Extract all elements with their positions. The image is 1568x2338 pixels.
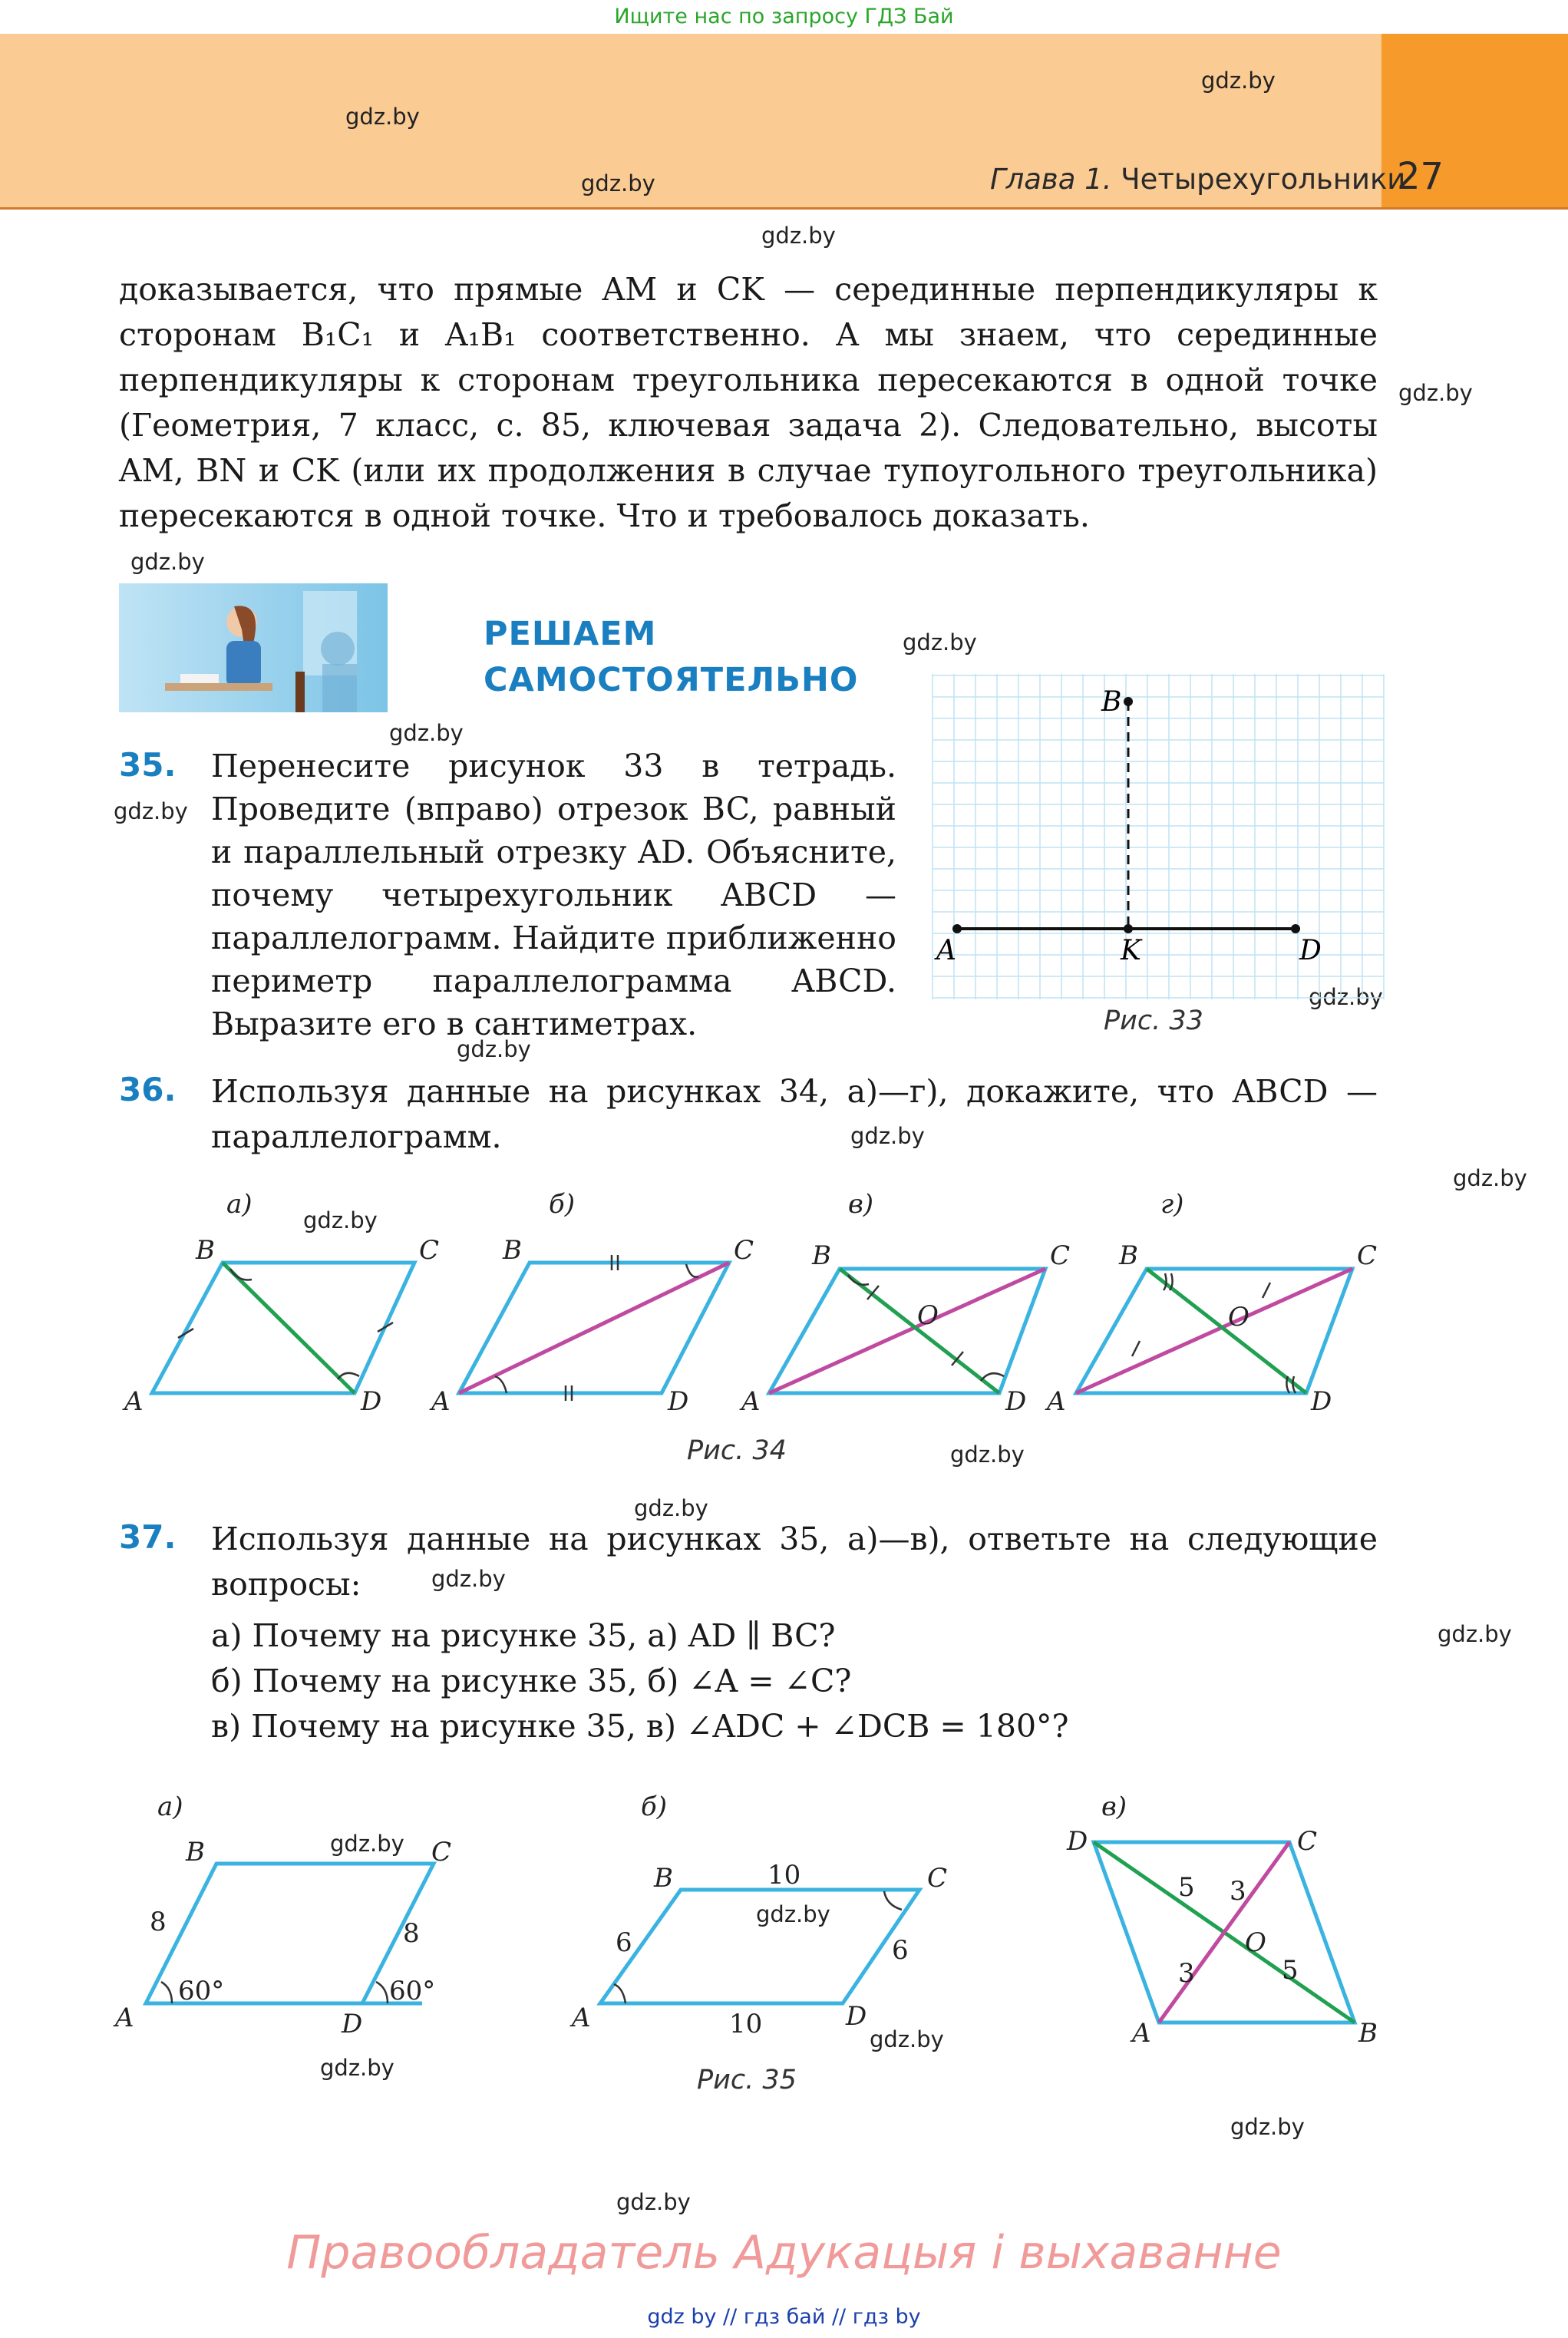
watermark: gdz.by	[1201, 68, 1276, 94]
watermark: gdz.by	[616, 2189, 691, 2215]
watermark: gdz.by	[303, 1207, 378, 1233]
figure-caption: Рис. 34	[687, 1435, 787, 1466]
svg-text:10: 10	[767, 1860, 801, 1891]
watermark: gdz.by	[581, 170, 655, 196]
figure-35	[107, 1781, 1397, 2057]
watermark: gdz.by	[756, 1901, 830, 1927]
svg-text:60°: 60°	[389, 1976, 436, 2006]
student-illustration	[119, 583, 388, 712]
problem-text: Используя данные на рисунках 34, а)—г), докажите, что ABCD — параллелограмм.	[211, 1073, 1378, 1155]
part-label: в)	[1101, 1791, 1127, 1822]
watermark: gdz.by	[389, 720, 464, 746]
svg-text:B: B	[503, 1235, 522, 1266]
svg-text:60°: 60°	[178, 1976, 225, 2006]
label-A: A	[936, 935, 956, 966]
watermark: gdz.by	[431, 1566, 506, 1592]
svg-text:D: D	[846, 2001, 867, 2032]
svg-text:B: B	[812, 1240, 831, 1271]
label-B: B	[1101, 686, 1122, 718]
svg-text:B: B	[1358, 2018, 1378, 2049]
svg-text:A: A	[741, 1386, 761, 1417]
svg-text:C: C	[1297, 1826, 1318, 1857]
svg-text:C: C	[431, 1837, 452, 1867]
part-label: г)	[1160, 1189, 1184, 1220]
svg-text:B: B	[1119, 1240, 1138, 1271]
svg-text:C: C	[734, 1235, 754, 1266]
svg-text:8: 8	[403, 1918, 420, 1949]
svg-text:D: D	[1005, 1386, 1027, 1417]
center-label: O	[1228, 1302, 1249, 1332]
svg-text:A: A	[124, 1386, 144, 1417]
chapter-heading: Глава 1. Четырехугольники	[990, 163, 1406, 196]
svg-text:A: A	[115, 2003, 134, 2033]
watermark: gdz.by	[850, 1123, 925, 1149]
figure-caption: Рис. 33	[1104, 1006, 1203, 1036]
watermark: gdz.by	[345, 104, 420, 130]
page-number: 27	[1397, 155, 1444, 198]
intro-paragraph: доказывается, что прямые AM и CK — серединные перпендикуляры к сторонам B₁C₁ и A₁B₁ соответственно. А мы знаем, что серединные перпендикуляры к сторонам треугольника пересекаются в одной точке (Геометрия, 7 класс, с. 85, ключевая задача 2). Следовательно, высоты AM, BN и CK (или их продолжения в случае тупоугольного треугольника) пересекаются в одной точке. Что и требовалось доказать.	[119, 271, 1378, 534]
svg-text:C: C	[1357, 1240, 1378, 1271]
watermark: gdz.by	[1309, 984, 1383, 1010]
rights-holder-mark: Правообладатель Адукацыя і выхаванне	[286, 2226, 1282, 2280]
question-c: в) Почему на рисунке 35, в) ∠ADC + ∠DCB = 180°?	[211, 1708, 1069, 1745]
watermark: gdz.by	[330, 1831, 404, 1857]
part-label: в)	[848, 1189, 874, 1220]
svg-text:A: A	[431, 1386, 451, 1417]
svg-text:5: 5	[1178, 1872, 1195, 1903]
watermark: gdz.by	[1438, 1621, 1512, 1647]
svg-text:A: A	[1047, 1386, 1066, 1417]
header-rule	[0, 207, 1568, 210]
footer-links[interactable]: gdz by // гдз бай // гдз by	[647, 2305, 921, 2329]
watermark: gdz.by	[1230, 2114, 1305, 2140]
svg-text:A: A	[1132, 2018, 1151, 2049]
figure-33	[929, 674, 1389, 1004]
svg-text:B: B	[196, 1235, 215, 1266]
label-K: K	[1121, 935, 1141, 966]
part-label: б)	[641, 1791, 668, 1822]
svg-text:3: 3	[1230, 1876, 1246, 1907]
question-a: а) Почему на рисунке 35, а) AD ∥ BC?	[211, 1617, 836, 1654]
watermark: gdz.by	[903, 629, 977, 655]
svg-text:6: 6	[892, 1935, 909, 1966]
svg-text:D: D	[342, 2009, 363, 2039]
watermark: gdz.by	[114, 798, 188, 824]
watermark: gdz.by	[1398, 380, 1473, 406]
watermark: gdz.by	[457, 1036, 531, 1062]
center-label: O	[917, 1300, 939, 1331]
svg-text:D: D	[668, 1386, 689, 1417]
problem-number: 37.	[119, 1518, 177, 1556]
svg-text:B: B	[186, 1837, 205, 1867]
section-title: РЕШАЕМ САМОСТОЯТЕЛЬНО	[484, 615, 859, 699]
watermark: gdz.by	[870, 2026, 944, 2052]
watermark: gdz.by	[1453, 1165, 1527, 1191]
svg-text:5: 5	[1282, 1955, 1299, 1986]
part-label: а)	[226, 1189, 253, 1220]
svg-text:C: C	[927, 1863, 948, 1894]
svg-text:8: 8	[150, 1907, 167, 1937]
problem-text: Используя данные на рисунках 35, а)—в), ответьте на следующие вопросы:	[211, 1521, 1378, 1603]
figure-34	[115, 1178, 1381, 1432]
svg-text:3: 3	[1178, 1958, 1195, 1989]
watermark: gdz.by	[950, 1441, 1025, 1468]
svg-text:B: B	[654, 1863, 673, 1894]
watermark: gdz.by	[761, 223, 836, 249]
watermark: gdz.by	[634, 1495, 708, 1521]
watermark: gdz.by	[130, 549, 205, 575]
label-D: D	[1299, 935, 1322, 966]
svg-text:D: D	[1311, 1386, 1332, 1417]
part-label: а)	[157, 1791, 183, 1822]
svg-text:C: C	[1050, 1240, 1071, 1271]
top-banner[interactable]: Ищите нас по запросу ГДЗ Бай	[614, 5, 954, 28]
svg-text:D: D	[1067, 1826, 1088, 1857]
svg-text:D: D	[361, 1386, 382, 1417]
part-label: б)	[549, 1189, 576, 1220]
figure-caption: Рис. 35	[697, 2065, 797, 2095]
question-b: б) Почему на рисунке 35, б) ∠A = ∠C?	[211, 1663, 852, 1699]
problem-text: Перенесите рисунок 33 в тетрадь. Проведите (вправо) отрезок BC, равный и параллельный отрезку AD. Объясните, почему четырехугольник ABCD — параллелограмм. Найдите приближенно периметр параллелограмма ABCD. Выразите его в сантиметрах.	[211, 748, 896, 1042]
svg-text:O: O	[1245, 1927, 1266, 1958]
problem-number: 35.	[119, 746, 177, 784]
svg-text:A: A	[572, 2003, 591, 2033]
problem-number: 36.	[119, 1071, 177, 1108]
svg-text:6: 6	[616, 1927, 632, 1958]
svg-text:C: C	[419, 1235, 440, 1266]
watermark: gdz.by	[320, 2055, 394, 2081]
svg-text:10: 10	[729, 2009, 763, 2039]
